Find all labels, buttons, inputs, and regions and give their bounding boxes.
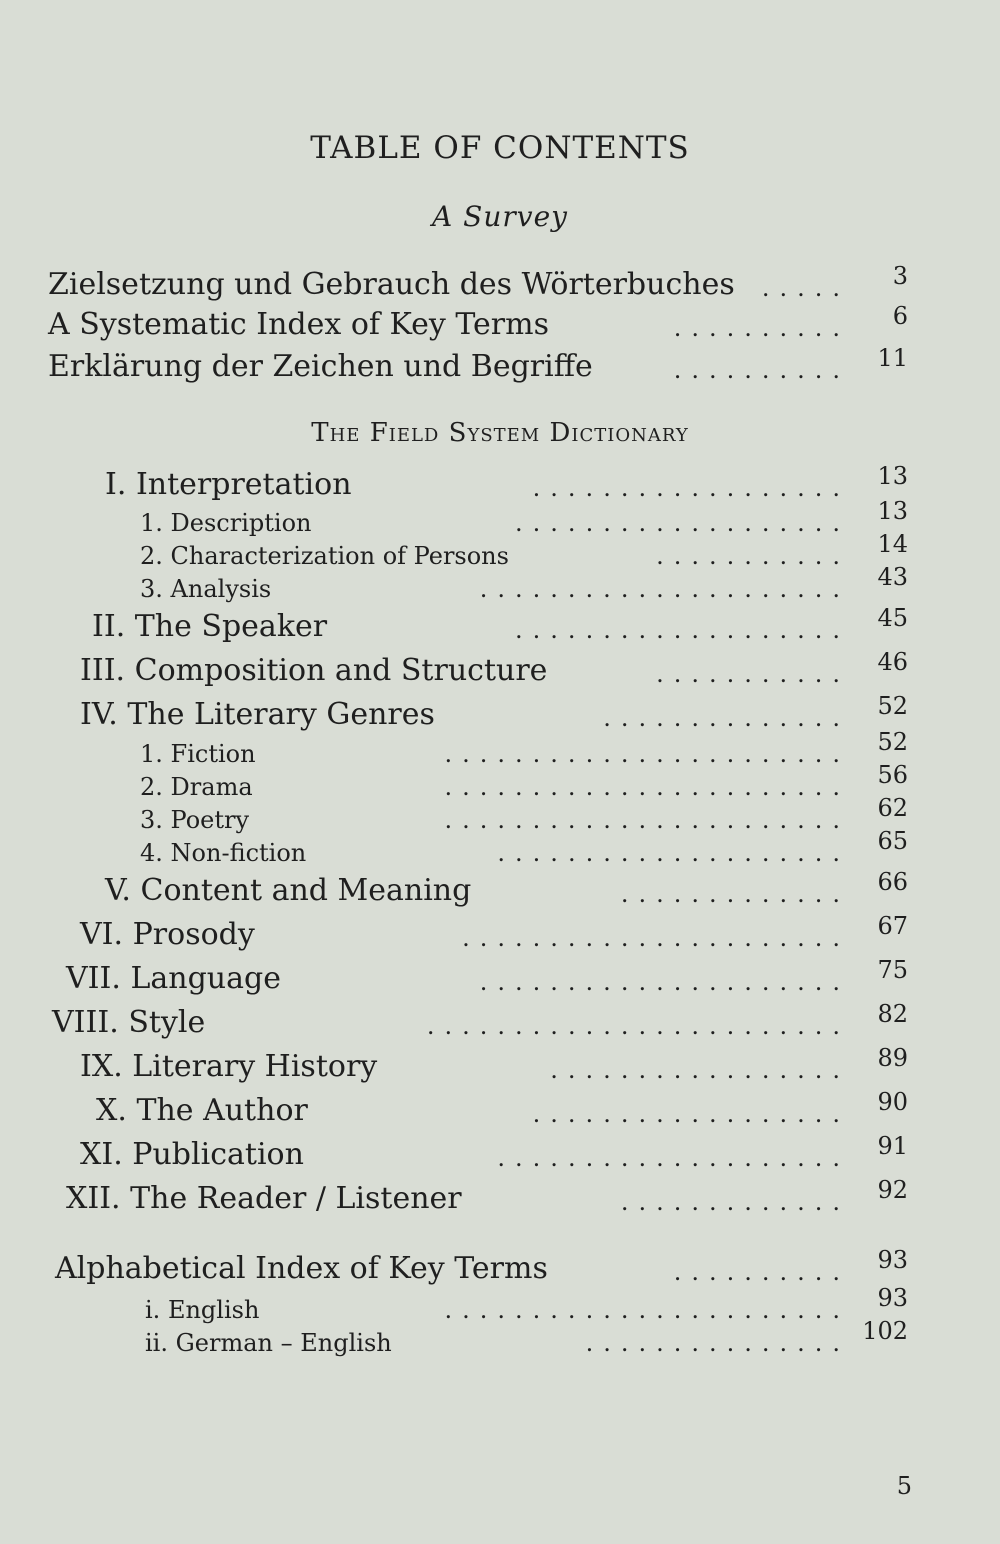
leader-dots: ................... bbox=[515, 616, 850, 644]
chapter-title: The Speaker bbox=[134, 609, 328, 644]
section-title: Poetry bbox=[170, 806, 250, 834]
toc-entry-page: 6 bbox=[892, 302, 908, 330]
leader-dots: .................... bbox=[497, 839, 850, 867]
section-number: 1. bbox=[140, 740, 163, 768]
chapter-title: Interpretation bbox=[135, 467, 352, 502]
page-title: TABLE OF CONTENTS bbox=[310, 130, 690, 166]
toc-entry-page: 14 bbox=[877, 530, 908, 558]
chapter-title: Prosody bbox=[132, 917, 255, 952]
toc-entry-page: 46 bbox=[877, 648, 908, 676]
toc-entry bbox=[0, 1044, 1000, 1084]
toc-entry-page: 56 bbox=[877, 761, 908, 789]
leader-dots: ................. bbox=[550, 1056, 850, 1084]
leader-dots: ........... bbox=[656, 542, 850, 570]
section-heading: The Field System Dictionary bbox=[311, 418, 689, 448]
leader-dots: .................... bbox=[497, 1144, 850, 1172]
toc-entry-page: 66 bbox=[877, 868, 908, 896]
toc-entry-page: 90 bbox=[877, 1088, 908, 1116]
toc-entry-page: 93 bbox=[877, 1246, 908, 1274]
toc-entry-page: 45 bbox=[877, 604, 908, 632]
chapter-number: IV. bbox=[80, 697, 118, 732]
leader-dots: ..... bbox=[761, 274, 850, 302]
chapter-number: II. bbox=[92, 609, 126, 644]
section-subtitle: A Survey bbox=[432, 200, 568, 233]
toc-entry bbox=[0, 1088, 1000, 1128]
section-title: Fiction bbox=[170, 740, 256, 768]
section-number: 2. bbox=[140, 542, 163, 570]
toc-entry bbox=[0, 1176, 1000, 1216]
leader-dots: ..................... bbox=[479, 968, 850, 996]
chapter-number: X. bbox=[96, 1093, 127, 1128]
toc-entry bbox=[0, 344, 1000, 384]
leader-dots: ...................... bbox=[462, 924, 850, 952]
toc-entry bbox=[0, 462, 1000, 502]
section-title: Non-fiction bbox=[170, 839, 307, 867]
toc-entry bbox=[0, 956, 1000, 996]
toc-entry bbox=[0, 1246, 1000, 1286]
toc-entry-page: 62 bbox=[877, 794, 908, 822]
toc-entry bbox=[0, 1317, 1000, 1357]
leader-dots: .................. bbox=[532, 1100, 850, 1128]
toc-entry bbox=[0, 868, 1000, 908]
chapter-number: VII. bbox=[66, 961, 121, 996]
toc-entry-page: 65 bbox=[877, 827, 908, 855]
chapter-number: VI. bbox=[80, 917, 124, 952]
leader-dots: .............. bbox=[603, 704, 850, 732]
chapter-title: The Reader / Listener bbox=[130, 1181, 462, 1216]
leader-dots: ........... bbox=[656, 660, 850, 688]
section-number: 2. bbox=[140, 773, 163, 801]
section-number: 1. bbox=[140, 509, 163, 537]
toc-entry-page: 43 bbox=[877, 563, 908, 591]
section-title: German – English bbox=[175, 1329, 392, 1357]
leader-dots: ............. bbox=[620, 880, 850, 908]
chapter-number: XI. bbox=[80, 1137, 123, 1172]
chapter-title: Literary History bbox=[132, 1049, 378, 1084]
chapter-title: Publication bbox=[132, 1137, 304, 1172]
leader-dots: ....................... bbox=[444, 806, 850, 834]
toc-entry-label: A Systematic Index of Key Terms bbox=[48, 307, 549, 342]
toc-entry-page: 75 bbox=[877, 956, 908, 984]
toc-entry-page: 3 bbox=[892, 262, 908, 290]
toc-entry bbox=[0, 1000, 1000, 1040]
chapter-number: VIII. bbox=[52, 1005, 119, 1040]
leader-dots: ....................... bbox=[444, 1296, 850, 1324]
section-number: ii. bbox=[145, 1329, 168, 1357]
section-number: 4. bbox=[140, 839, 163, 867]
toc-entry bbox=[0, 563, 1000, 603]
leader-dots: ....................... bbox=[444, 740, 850, 768]
toc-entry-page: 52 bbox=[877, 692, 908, 720]
chapter-title: Style bbox=[128, 1005, 206, 1040]
toc-entry-page: 82 bbox=[877, 1000, 908, 1028]
toc-entry bbox=[0, 1132, 1000, 1172]
section-number: 3. bbox=[140, 575, 163, 603]
toc-entry bbox=[0, 648, 1000, 688]
toc-entry-page: 67 bbox=[877, 912, 908, 940]
chapter-title: Language bbox=[130, 961, 281, 996]
toc-entry-page: 52 bbox=[877, 728, 908, 756]
chapter-number: XII. bbox=[66, 1181, 121, 1216]
toc-entry-label: Alphabetical Index of Key Terms bbox=[55, 1251, 548, 1286]
toc-entry-page: 92 bbox=[877, 1176, 908, 1204]
section-title: Drama bbox=[170, 773, 253, 801]
section-title: Characterization of Persons bbox=[170, 542, 509, 570]
leader-dots: .................. bbox=[532, 474, 850, 502]
leader-dots: .......... bbox=[673, 356, 850, 384]
leader-dots: ........................ bbox=[426, 1012, 850, 1040]
toc-entry bbox=[0, 692, 1000, 732]
toc-entry-page: 102 bbox=[862, 1317, 908, 1345]
toc-entry bbox=[0, 912, 1000, 952]
chapter-title: The Author bbox=[136, 1093, 308, 1128]
toc-entry bbox=[0, 604, 1000, 644]
toc-entry-page: 91 bbox=[877, 1132, 908, 1160]
leader-dots: ....................... bbox=[444, 773, 850, 801]
toc-entry-label: Erklärung der Zeichen und Begriffe bbox=[48, 349, 593, 384]
leader-dots: .......... bbox=[673, 314, 850, 342]
chapter-title: Composition and Structure bbox=[134, 653, 548, 688]
chapter-number: V. bbox=[105, 873, 131, 908]
section-title: Analysis bbox=[170, 575, 272, 603]
chapter-title: The Literary Genres bbox=[127, 697, 435, 732]
toc-entry bbox=[0, 302, 1000, 342]
leader-dots: ................... bbox=[515, 509, 850, 537]
toc-entry-page: 13 bbox=[877, 462, 908, 490]
toc-entry-page: 89 bbox=[877, 1044, 908, 1072]
toc-entry-page: 13 bbox=[877, 497, 908, 525]
section-number: i. bbox=[145, 1296, 161, 1324]
section-title: English bbox=[167, 1296, 260, 1324]
leader-dots: .......... bbox=[673, 1258, 850, 1286]
toc-entry bbox=[0, 262, 1000, 302]
leader-dots: ............. bbox=[620, 1188, 850, 1216]
leader-dots: ..................... bbox=[479, 575, 850, 603]
toc-entry-page: 93 bbox=[877, 1284, 908, 1312]
section-number: 3. bbox=[140, 806, 163, 834]
page-number: 5 bbox=[896, 1472, 912, 1500]
toc-entry-label: Zielsetzung und Gebrauch des Wörterbuches bbox=[48, 267, 735, 302]
toc-entry-page: 11 bbox=[877, 344, 908, 372]
toc-entry bbox=[0, 827, 1000, 867]
chapter-number: IX. bbox=[80, 1049, 123, 1084]
section-title: Description bbox=[170, 509, 312, 537]
chapter-number: III. bbox=[80, 653, 126, 688]
leader-dots: ............... bbox=[585, 1329, 850, 1357]
chapter-title: Content and Meaning bbox=[140, 873, 472, 908]
chapter-number: I. bbox=[105, 467, 127, 502]
